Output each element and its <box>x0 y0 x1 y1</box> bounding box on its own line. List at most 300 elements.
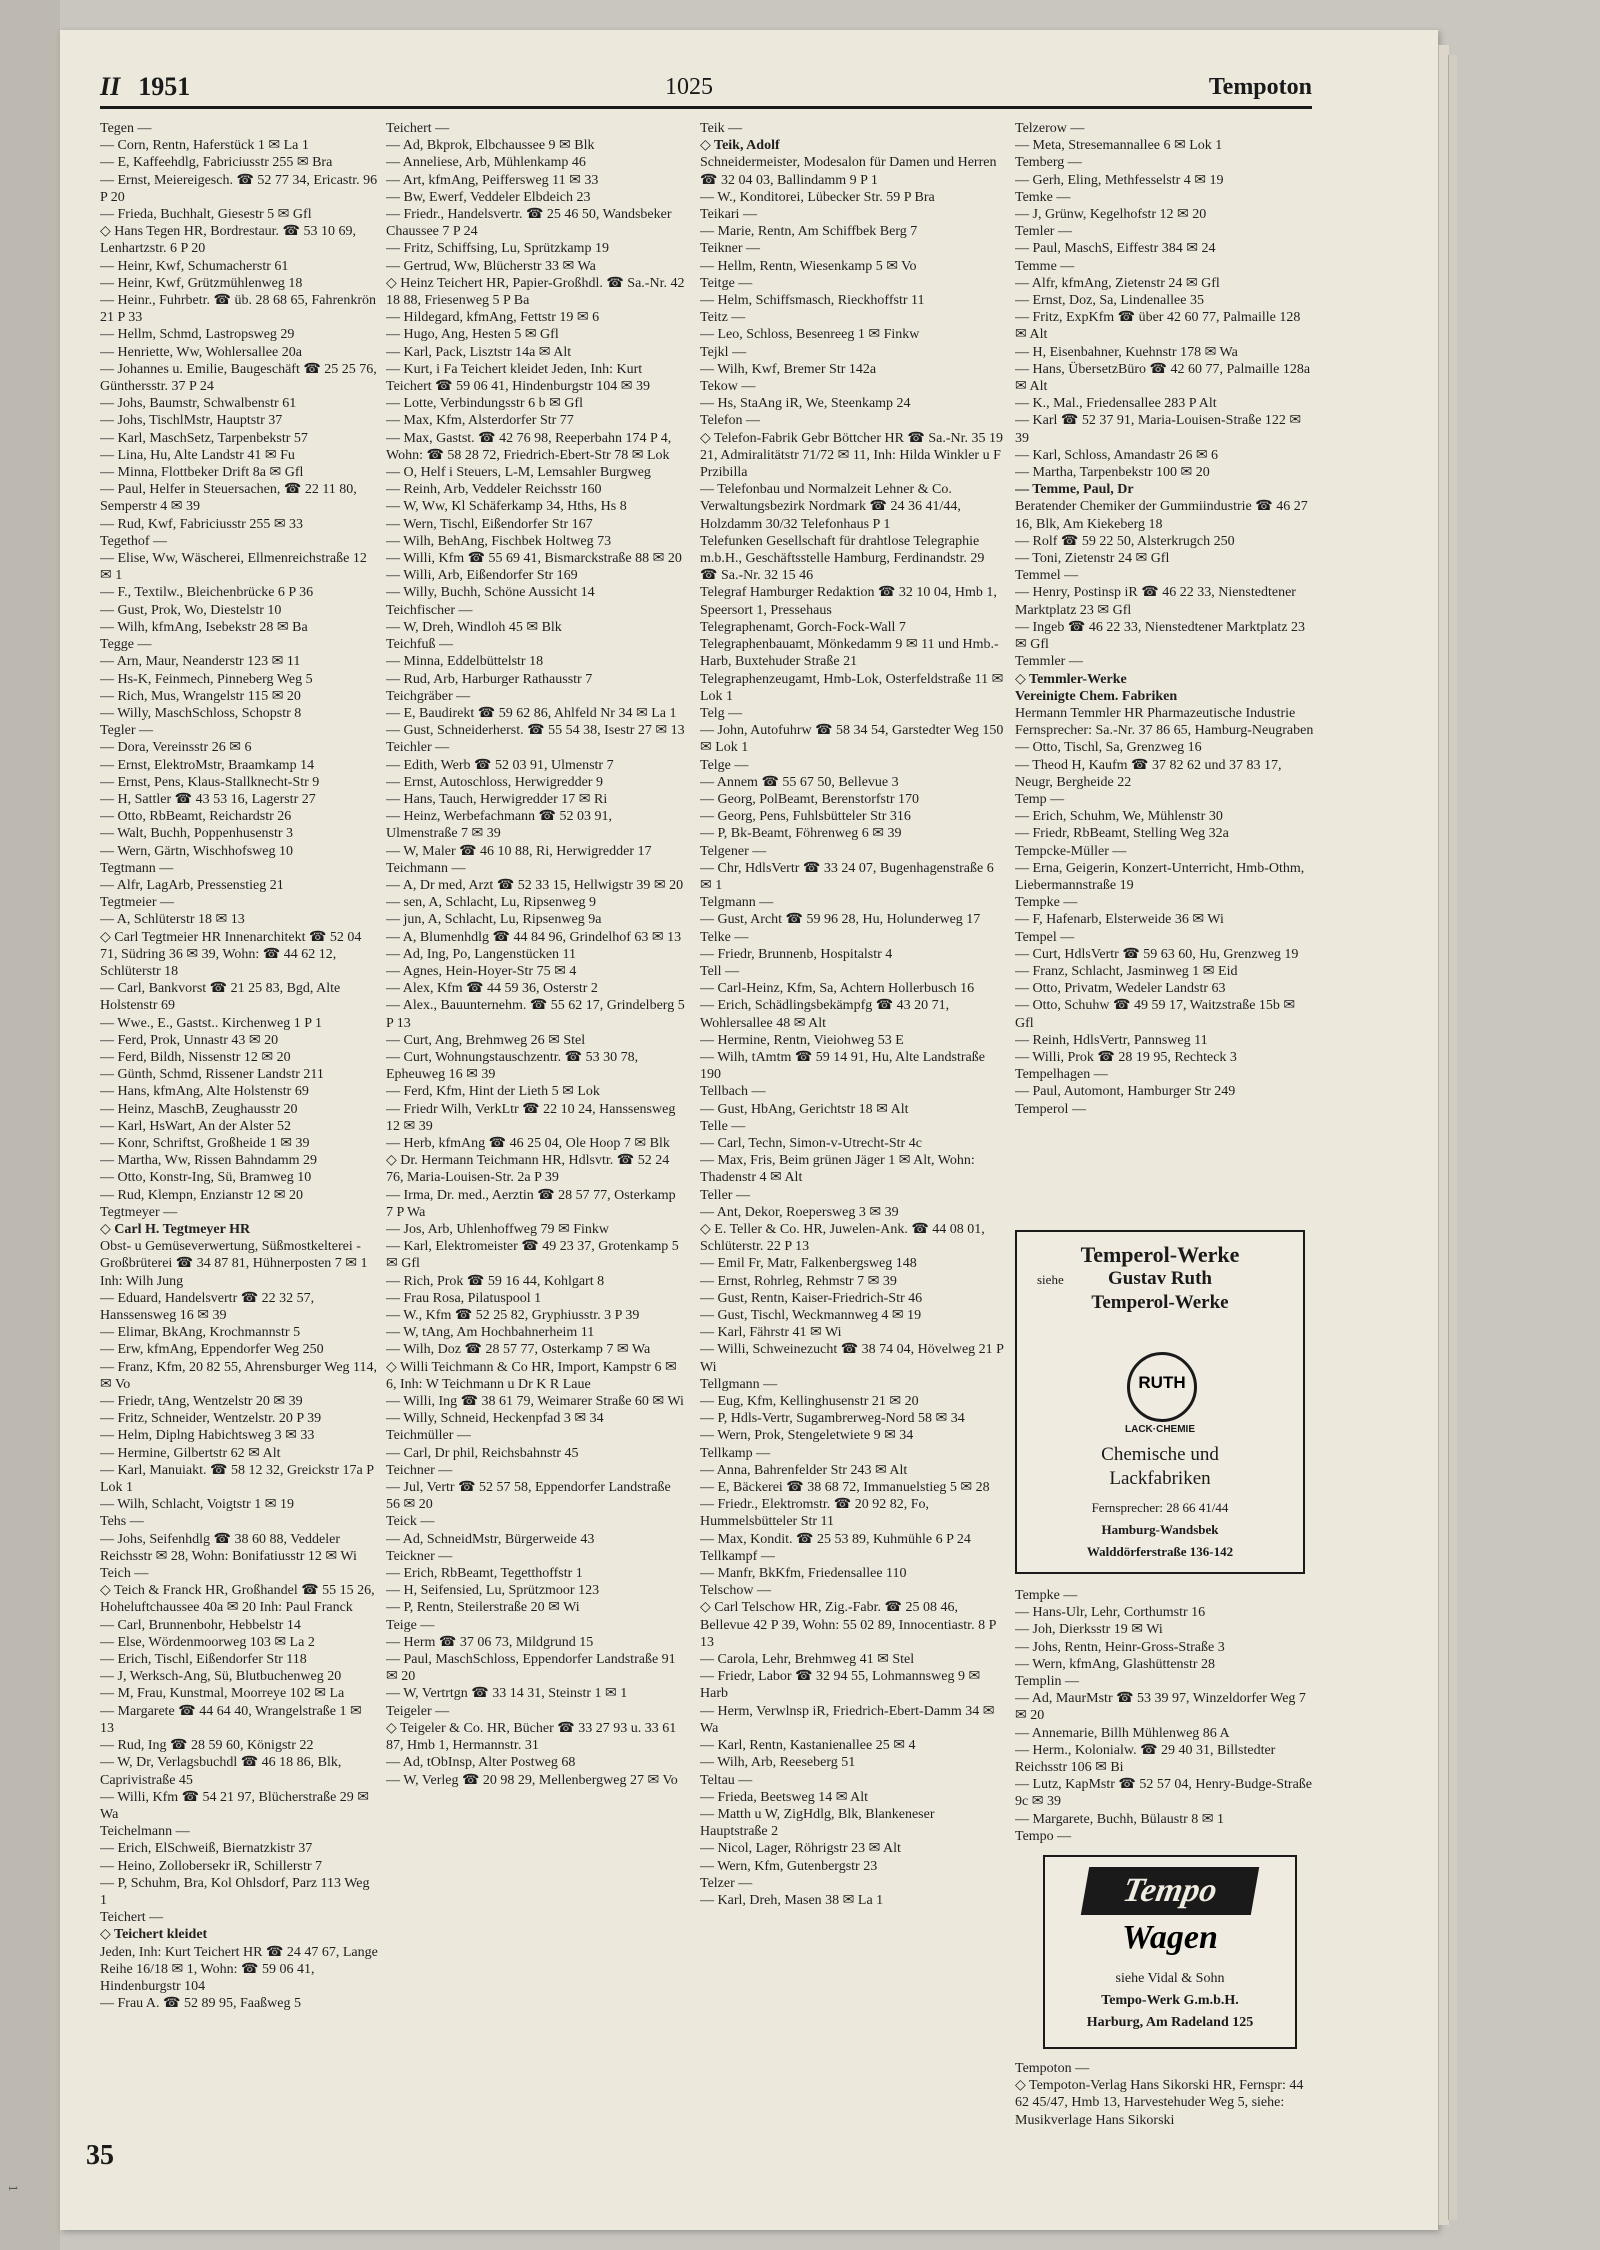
directory-entry: — Wwe., E., Gastst.. Kirchenweg 1 P 1 <box>100 1015 323 1031</box>
directory-entry: Telegraphenamt, Gorch-Fock-Wall 7 <box>700 619 906 635</box>
directory-entry: — Franz, Kfm, 20 82 55, Ahrensburger Weg 114, ✉ Vo <box>100 1359 378 1392</box>
directory-entry: — Reinh, HdlsVertr, Pannsweg 11 <box>1015 1032 1208 1048</box>
directory-entry: — Johannes u. Emilie, Baugeschäft ☎ 25 25 76, Günthersstr. 37 P 24 <box>100 361 377 395</box>
directory-entry: — Carl, Dr phil, Reichsbahnstr 45 <box>386 1445 579 1461</box>
directory-entry: — Rich, Mus, Wrangelstr 115 ✉ 20 <box>100 688 301 704</box>
directory-entry: — Max, Kfm, Alsterdorfer Str 77 <box>386 413 574 429</box>
directory-entry: ◇ Heinz Teichert HR, Papier-Großhdl. ☎ Sa.-Nr. 42 18 88, Friesenweg 5 P Ba <box>386 275 685 309</box>
directory-entry: — Helm, Schiffsmasch, Rieckhoffstr 11 <box>700 293 925 309</box>
directory-entry: Beratender Chemiker der Gummiindustrie ☎ 46 27 16, Blk, Am Kiekeberg 18 <box>1015 499 1308 532</box>
directory-entry: — Fritz, Schneider, Wentzelstr. 20 P 39 <box>100 1411 322 1427</box>
directory-entry: Tehs — <box>100 1514 144 1530</box>
directory-entry: — Toni, Zietenstr 24 ✉ Gfl <box>1015 551 1170 567</box>
directory-entry: — Willi, Kfm ☎ 55 69 41, Bismarckstraße 88 ✉ 20 <box>386 551 682 567</box>
header-left <box>100 72 190 102</box>
directory-entry: Telegraphenbauamt, Mönkedamm 9 ✉ 11 und Hmb.-Harb, Buxtehuder Straße 21 <box>700 637 999 670</box>
directory-entry: — Eduard, Handelsvertr ☎ 22 32 57, Hanssensweg 16 ✉ 39 <box>100 1290 315 1324</box>
directory-entry: Vereinigte Chem. Fabriken <box>1015 688 1178 704</box>
directory-entry: — Karl, Schloss, Amandastr 26 ✉ 6 <box>1015 447 1219 463</box>
page-footer-number: 35 <box>86 2140 114 2171</box>
directory-entry: — Wern, Prok, Stengeletwiete 9 ✉ 34 <box>700 1428 914 1444</box>
directory-entry: — Paul, Automont, Hamburger Str 249 <box>1015 1084 1236 1100</box>
directory-entry: — Hans, ÜbersetzBüro ☎ 42 60 77, Palmaille 128a ✉ Alt <box>1015 361 1311 395</box>
directory-entry: — Herb, kfmAng ☎ 46 25 04, Ole Hoop 7 ✉ Blk <box>386 1135 670 1151</box>
directory-entry: — Art, kfmAng, Peiffersweg 11 ✉ 33 <box>386 172 599 188</box>
directory-entry: — Max, Kondit. ☎ 25 53 89, Kuhmühle 6 P 24 <box>700 1531 971 1547</box>
directory-entry: Telefon — <box>700 413 761 429</box>
directory-entry: — H, Seifensied, Lu, Sprützmoor 123 <box>386 1583 600 1599</box>
directory-entry: — Else, Wördenmoorweg 103 ✉ La 2 <box>100 1634 315 1650</box>
directory-entry: — Ant, Dekor, Roepersweg 3 ✉ 39 <box>700 1204 899 1220</box>
directory-entry: Teitge — <box>700 275 753 291</box>
directory-entry: — Wilh, BehAng, Fischbek Holtweg 73 <box>386 533 612 549</box>
ad-brand: LACK·CHEMIE <box>1125 1424 1195 1435</box>
ad-tempo-line-2: Tempo-Werk G.m.b.H. <box>1101 1993 1239 2008</box>
directory-entry: — Hildegard, kfmAng, Fettstr 19 ✉ 6 <box>386 310 600 326</box>
directory-entry: ◇ Tempoton-Verlag Hans Sikorski HR, Fernspr: 44 62 45/47, Hmb 13, Harvestehuder Weg 5, siehe: Musikverlage Hans Sikorski <box>1015 2078 1304 2128</box>
directory-entry: — Hermine, Rentn, Vieiohweg 53 E <box>700 1032 904 1048</box>
directory-entry: — P, Bk-Beamt, Föhrenweg 6 ✉ 39 <box>700 826 902 842</box>
directory-entry: — Anneliese, Arb, Mühlenkamp 46 <box>386 155 586 171</box>
directory-entry: — Paul, Helfer in Steuersachen, ☎ 22 11 80, Semperstr 4 ✉ 39 <box>100 482 357 515</box>
ad-siehe: siehe <box>1037 1272 1064 1287</box>
directory-entry: — Frieda, Buchhalt, Giesestr 5 ✉ Gfl <box>100 207 312 223</box>
directory-entry: — Ingeb ☎ 46 22 33, Nienstedtener Marktplatz 23 ✉ Gfl <box>1015 619 1305 653</box>
directory-entry: Teichler — <box>386 740 450 756</box>
directory-entry: — Wilh, kfmAng, Isebekstr 28 ✉ Ba <box>100 619 308 635</box>
directory-entry: Tempelhagen — <box>1015 1067 1108 1083</box>
directory-entry: Teichfischer — <box>386 602 473 618</box>
directory-entry: — P, Schuhm, Bra, Kol Ohlsdorf, Parz 113 Weg 1 <box>100 1875 370 1908</box>
directory-entry: — Lutz, KapMstr ☎ 52 57 04, Henry-Budge-Straße 9c ✉ 39 <box>1015 1777 1312 1810</box>
directory-entry: — Arn, Maur, Neanderstr 123 ✉ 11 <box>100 654 301 670</box>
directory-entry: — Friedr., Handelsvertr. ☎ 25 46 50, Wandsbeker Chaussee 7 P 24 <box>386 207 672 240</box>
directory-entry: — Erich, Schädlingsbekämpfg ☎ 43 20 71, Wohlersallee 48 ✉ Alt <box>700 998 950 1031</box>
directory-entry: Templin — <box>1015 1674 1079 1690</box>
directory-entry: — Gust, Rentn, Kaiser-Friedrich-Str 46 <box>700 1290 923 1306</box>
directory-entry: — Ernst, Rohrleg, Rehmstr 7 ✉ 39 <box>700 1273 897 1289</box>
directory-entry: Tegtmeier — <box>100 895 175 911</box>
directory-entry: Temp — <box>1015 791 1065 807</box>
directory-entry: — Willy, Buchh, Schöne Aussicht 14 <box>386 585 595 601</box>
directory-entry: — Rud, Klempn, Enzianstr 12 ✉ 20 <box>100 1187 304 1203</box>
margin-mark: 1 <box>6 2185 21 2192</box>
directory-entry: — Gust, Archt ☎ 59 96 28, Hu, Holunderweg 17 <box>700 912 981 928</box>
directory-entry: — Meta, Stresemannallee 6 ✉ Lok 1 <box>1015 138 1223 154</box>
directory-entry: — Rud, Arb, Harburger Rathausstr 7 <box>386 671 593 687</box>
directory-entry: — Gust, Schneiderherst. ☎ 55 54 38, Isestr 27 ✉ 13 <box>386 723 685 739</box>
directory-entry: — Alex., Bauunternehm. ☎ 55 62 17, Grindelberg 5 P 13 <box>386 998 685 1031</box>
directory-entry: — Gust, HbAng, Gerichtstr 18 ✉ Alt <box>700 1101 909 1117</box>
directory-entry: Tempoton — <box>1015 2061 1090 2076</box>
directory-entry: — Carl-Heinz, Kfm, Sa, Achtern Hollerbusch 16 <box>700 981 975 997</box>
directory-entry: Tempel — <box>1015 929 1075 945</box>
directory-entry: — Nicol, Lager, Röhrigstr 23 ✉ Alt <box>700 1841 901 1857</box>
directory-entry: — Rud, Kwf, Fabriciusstr 255 ✉ 33 <box>100 516 304 532</box>
directory-entry: ◇ Teigeler & Co. HR, Bücher ☎ 33 27 93 u. 33 61 87, Hmb 1, Hermannstr. 31 <box>386 1720 677 1754</box>
directory-entry: — Wilh, Schlacht, Voigtstr 1 ✉ 19 <box>100 1497 294 1513</box>
directory-entry: Telegraf Hamburger Redaktion ☎ 32 10 04, Hmb 1, Speersort 1, Pressehaus <box>700 585 997 618</box>
directory-entry: ◇ Carl Tegtmeier HR Innenarchitekt ☎ 52 04 71, Südring 36 ✉ 39, Wohn: ☎ 44 62 12, Schlüterstr 18 <box>100 929 362 979</box>
directory-entry: — Hans, kfmAng, Alte Holstenstr 69 <box>100 1084 309 1100</box>
directory-entry: ◇ Telefon-Fabrik Gebr Böttcher HR ☎ Sa.-Nr. 35 19 21, Admiralitätstr 71/72 ✉ 11, Inh: Hilda Winkler u F Przibilla <box>700 430 1004 481</box>
directory-entry: — Willi, Schweinezucht ☎ 38 74 04, Hövelweg 21 P Wi <box>700 1342 1004 1375</box>
directory-entry: — Frau A. ☎ 52 89 95, Faaßweg 5 <box>100 1996 301 2012</box>
directory-entry: — E, Bäckerei ☎ 38 68 72, Immanuelstieg 5 ✉ 28 <box>700 1480 990 1496</box>
directory-entry: Teichert — <box>100 1910 164 1926</box>
directory-entry: — Ferd, Prok, Unnastr 43 ✉ 20 <box>100 1032 279 1048</box>
directory-entry: Telge — <box>700 757 749 773</box>
directory-entry: — Agnes, Hein-Hoyer-Str 75 ✉ 4 <box>386 963 577 979</box>
directory-entry: ◇ Teichert kleidet <box>100 1927 208 1943</box>
directory-entry: — Jos, Arb, Uhlenhoffweg 79 ✉ Finkw <box>386 1222 610 1237</box>
directory-entry: — Willy, Schneid, Heckenpfad 3 ✉ 34 <box>386 1411 604 1427</box>
directory-entry: Teichmann — <box>386 860 466 876</box>
directory-entry: — A, Blumenhdlg ☎ 44 84 96, Grindelhof 63 ✉ 13 <box>386 929 682 945</box>
directory-entry: Teik — <box>700 121 743 136</box>
directory-entry: Tegethof — <box>100 533 168 549</box>
directory-entry: — Erich, RbBeamt, Tegetthoffstr 1 <box>386 1566 583 1582</box>
directory-entry: — Herm, Verwlnsp iR, Friedrich-Ebert-Damm 34 ✉ Wa <box>700 1703 995 1736</box>
directory-entry: — Carl, Brunnenbohr, Hebbelstr 14 <box>100 1617 301 1633</box>
directory-entry: — Martha, Tarpenbekstr 100 ✉ 20 <box>1015 465 1210 481</box>
directory-entry: Temmel — <box>1015 568 1079 584</box>
directory-entry: — Annem ☎ 55 67 50, Bellevue 3 <box>700 774 899 790</box>
ad-desc-2: Lackfabriken <box>1109 1468 1211 1489</box>
directory-entry: — Alex, Kfm ☎ 44 59 36, Osterstr 2 <box>386 981 598 997</box>
directory-entry: — Reinh, Arb, Veddeler Reichsstr 160 <box>386 482 602 498</box>
directory-entry: — sen, A, Schlacht, Lu, Ripsenweg 9 <box>386 895 596 911</box>
directory-entry: Teichner — <box>386 1462 453 1478</box>
directory-entry: — Karl, Rentn, Kastanienallee 25 ✉ 4 <box>700 1738 916 1754</box>
ad-desc-1: Chemische und <box>1101 1444 1219 1465</box>
ruth-logo-icon <box>1127 1352 1197 1422</box>
directory-entry: — Günth, Schmd, Rissener Landstr 211 <box>100 1067 324 1083</box>
directory-entry: — Rolf ☎ 59 22 50, Alsterkrugch 250 <box>1015 533 1235 549</box>
directory-entry: — Georg, PolBeamt, Berenstorfstr 170 <box>700 791 920 807</box>
directory-entry: Teichelmann — <box>100 1824 190 1840</box>
directory-entry: — Hugo, Ang, Hesten 5 ✉ Gfl <box>386 327 559 343</box>
directory-entry: — Frau Rosa, Pilatuspool 1 <box>386 1290 542 1306</box>
directory-entry: — Wern, Tischl, Eißendorfer Str 167 <box>386 516 593 532</box>
directory-entry: — W, Verleg ☎ 20 98 29, Mellenbergweg 27 ✉ Vo <box>386 1772 678 1788</box>
directory-entry: — Heinr, Kwf, Grützmühlenweg 18 <box>100 275 303 291</box>
directory-entry: — Gerh, Eling, Methfesselstr 4 ✉ 19 <box>1015 172 1224 188</box>
directory-entry: Temme — <box>1015 258 1075 274</box>
directory-entry: — Erich, Tischl, Eißendorfer Str 118 <box>100 1652 307 1668</box>
directory-entry: Teltau — <box>700 1772 753 1788</box>
directory-entry: — Max, Fris, Beim grünen Jäger 1 ✉ Alt, Wohn: Thadenstr 4 ✉ Alt <box>700 1153 975 1186</box>
directory-entry: Temberg — <box>1015 155 1082 171</box>
directory-entry: — Johs, Seifenhdlg ☎ 38 60 88, Veddeler Reichsstr ✉ 28, Wohn: Bonifatiusstr 12 ✉ Wi <box>100 1531 357 1564</box>
directory-entry: Tekow — <box>700 379 756 395</box>
directory-entry: Tellkampf — <box>700 1548 775 1564</box>
directory-entry: — Wilh, Doz ☎ 28 57 77, Osterkamp 7 ✉ Wa <box>386 1342 651 1358</box>
directory-entry: — Erich, Schuhm, We, Mühlenstr 30 <box>1015 809 1223 825</box>
directory-entry: Tellgmann — <box>700 1376 778 1392</box>
directory-entry: — Frieda, Beetsweg 14 ✉ Alt <box>700 1789 869 1805</box>
directory-entry: — Karl, Pack, Lisztstr 14a ✉ Alt <box>386 344 572 360</box>
directory-entry: — Curt, HdlsVertr ☎ 59 63 60, Hu, Grenzweg 19 <box>1015 946 1299 962</box>
directory-entry: — Erna, Geigerin, Konzert-Unterricht, Hmb-Othm, Liebermannstraße 19 <box>1015 860 1305 893</box>
directory-entry: — Karl, HsWart, An der Alster 52 <box>100 1118 291 1134</box>
ad-company-sub: Temperol-Werke <box>1091 1292 1229 1313</box>
directory-entry: Tegtmeyer — <box>100 1204 178 1220</box>
scan-margin <box>0 0 60 2250</box>
directory-entry: — Hellm, Rentn, Wiesenkamp 5 ✉ Vo <box>700 258 917 274</box>
header-year: 1951 <box>138 72 191 101</box>
header-page-number: 1025 <box>665 74 713 100</box>
directory-entry: — Wilh, tAmtm ☎ 59 14 91, Hu, Alte Landstraße 190 <box>700 1049 985 1083</box>
directory-entry: — Konr, Schriftst, Großheide 1 ✉ 39 <box>100 1135 310 1151</box>
ad-tempo-line-1: siehe Vidal & Sohn <box>1115 1971 1225 1986</box>
directory-entry: — Irma, Dr. med., Aerztin ☎ 28 57 77, Osterkamp 7 P Wa <box>386 1187 676 1220</box>
directory-entry: — J, Grünw, Kegelhofstr 12 ✉ 20 <box>1015 207 1207 223</box>
directory-entry: — Herm., Kolonialw. ☎ 29 40 31, Billstedter Reichsstr 106 ✉ Bi <box>1015 1742 1276 1776</box>
directory-entry: Telegraphenzeugamt, Hmb-Lok, Osterfeldstraße 11 ✉ Lok 1 <box>700 671 1004 704</box>
directory-entry: — H, Sattler ☎ 43 53 16, Lagerstr 27 <box>100 791 316 807</box>
directory-entry: — F, Hafenarb, Elsterweide 36 ✉ Wi <box>1015 912 1224 928</box>
header-running-title: Tempoton <box>1208 74 1312 100</box>
directory-entry: — Willy, MaschSchloss, Schopstr 8 <box>100 705 302 721</box>
column-4-top <box>1015 120 1315 1118</box>
directory-entry: — Minna, Eddelbüttelstr 18 <box>386 654 544 670</box>
directory-entry: — Willi, Prok ☎ 28 19 95, Rechteck 3 <box>1015 1049 1237 1065</box>
directory-entry: — Willi, Arb, Eißendorfer Str 169 <box>386 568 578 584</box>
directory-entry: — Ernst, ElektroMstr, Braamkamp 14 <box>100 757 315 773</box>
directory-entry: — P, Rentn, Steilerstraße 20 ✉ Wi <box>386 1600 580 1616</box>
directory-entry: — Annemarie, Billh Mühlenweg 86 A <box>1015 1725 1230 1741</box>
directory-entry: — Gust, Tischl, Weckmannweg 4 ✉ 19 <box>700 1308 922 1324</box>
directory-entry: — H, Eisenbahner, Kuehnstr 178 ✉ Wa <box>1015 344 1238 360</box>
directory-entry: — Otto, RbBeamt, Reichardstr 26 <box>100 809 292 825</box>
directory-entry: — Heinz, MaschB, Zeughausstr 20 <box>100 1101 298 1117</box>
directory-entry: — Wern, Kfm, Gutenbergstr 23 <box>700 1858 878 1874</box>
directory-entry: — Walt, Buchh, Poppenhusenstr 3 <box>100 826 294 842</box>
directory-entry: — Karl, MaschSetz, Tarpenbekstr 57 <box>100 430 308 446</box>
directory-entry: Tempke — <box>1015 895 1078 911</box>
directory-entry: ◇ Temmler-Werke <box>1015 671 1127 687</box>
directory-entry: ◇ Willi Teichmann & Co HR, Import, Kampstr 6 ✉ 6, Inh: W Teichmann u Dr K R Laue <box>386 1359 677 1392</box>
directory-entry: — Friedr, tAng, Wentzelstr 20 ✉ 39 <box>100 1394 303 1410</box>
directory-entry: — E, Baudirekt ☎ 59 62 86, Ahlfeld Nr 34 ✉ La 1 <box>386 705 677 721</box>
directory-entry: Temperol — <box>1015 1101 1086 1117</box>
directory-entry: Telefunken Gesellschaft für drahtlose Telegraphie m.b.H., Geschäftsstelle Hamburg, Ferdinandstr. 29 ☎ Sa.-Nr. 32 15 46 <box>700 533 985 584</box>
temperol-advertisement <box>1015 1230 1305 1574</box>
directory-entry: Tegen — <box>100 121 152 136</box>
directory-entry: — Hans-Ulr, Lehr, Corthumstr 16 <box>1015 1605 1206 1621</box>
directory-entry: — W, Dr, Verlagsbuchdl ☎ 46 18 86, Blk, Caprivistraße 45 <box>100 1755 342 1788</box>
header-volume: II <box>100 72 121 101</box>
directory-entry: ◇ Carl Telschow HR, Zig.-Fabr. ☎ 25 08 46, Bellevue 42 P 39, Wohn: 55 02 89, Innocentiastr. 8 P 13 <box>700 1600 996 1650</box>
directory-entry: — Dora, Vereinsstr 26 ✉ 6 <box>100 740 252 756</box>
directory-entry: — Johs, TischlMstr, Hauptstr 37 <box>100 413 283 429</box>
directory-entry: — Marie, Rentn, Am Schiffbek Berg 7 <box>700 224 918 240</box>
tempo-wagen-advertisement <box>1043 1855 1297 2049</box>
wagen-logo: Wagen <box>1122 1919 1218 1956</box>
directory-entry: — Margarete ☎ 44 64 40, Wrangelstraße 1 ✉ 13 <box>100 1703 362 1736</box>
directory-entry: — O, Helf i Steuers, L-M, Lemsahler Burgweg <box>386 465 651 481</box>
directory-entry: — Elimar, BkAng, Krochmannstr 5 <box>100 1325 301 1341</box>
directory-entry: Teikner — <box>700 241 761 257</box>
directory-entry: Tempcke-Müller — <box>1015 843 1127 859</box>
directory-entry: — Carl, Techn, Simon-v-Utrecht-Str 4c <box>700 1135 922 1151</box>
directory-entry: — W, Vertrtgn ☎ 33 14 31, Steinstr 1 ✉ 1 <box>386 1686 628 1702</box>
directory-entry: — Otto, Schuhw ☎ 49 59 17, Waitzstraße 15b ✉ Gfl <box>1015 998 1296 1031</box>
directory-entry: — Telefonbau und Normalzeit Lehner & Co. Verwaltungsbezirk Nordmark ☎ 24 36 41/44, Holzdamm 30/32 Telefonhaus P 1 <box>700 482 961 532</box>
directory-entry: — Gust, Prok, Wo, Diestelstr 10 <box>100 602 282 618</box>
ad-tempo-line-3: Harburg, Am Radeland 125 <box>1086 2015 1254 2030</box>
directory-entry: — Ernst, Meiereigesch. ☎ 52 77 34, Ericastr. 96 P 20 <box>100 172 378 205</box>
ad-company-name: Gustav Ruth <box>1108 1268 1212 1289</box>
directory-entry: — Leo, Schloss, Besenreeg 1 ✉ Finkw <box>700 327 920 343</box>
directory-entry: — Hs, StaAng iR, We, Steenkamp 24 <box>700 396 911 412</box>
directory-entry: — Heinr., Fuhrbetr. ☎ üb. 28 68 65, Fahrenkrön 21 P 33 <box>100 293 377 326</box>
directory-entry: — Hs-K, Feinmech, Pinneberg Weg 5 <box>100 671 313 687</box>
directory-entry: — Franz, Schlacht, Jasminweg 1 ✉ Eid <box>1015 963 1238 979</box>
directory-entry: Obst- u Gemüseverwertung, Süßmostkelterei - Großbrüterei ☎ 34 87 81, Hühnerposten 7 ✉ 1 Inh: Wilh Jung <box>100 1239 368 1289</box>
directory-entry: — Wilh, Kwf, Bremer Str 142a <box>700 361 877 377</box>
directory-entry: Temmler — <box>1015 654 1083 670</box>
directory-entry: — W, Ww, Kl Schäferkamp 34, Hths, Hs 8 <box>386 499 627 515</box>
directory-entry: — Friedr, Labor ☎ 32 94 55, Lohmannsweg 9 ✉ Harb <box>700 1669 981 1702</box>
directory-entry: ◇ Hans Tegen HR, Bordrestaur. ☎ 53 10 69, Lenhartzstr. 6 P 20 <box>100 224 356 257</box>
directory-entry: Telg — <box>700 705 743 721</box>
directory-entry: — M, Frau, Kunstmal, Moorreye 102 ✉ La <box>100 1686 345 1702</box>
directory-entry: — A, Schlüterstr 18 ✉ 13 <box>100 912 245 928</box>
directory-entry: — F., Textilw., Bleichenbrücke 6 P 36 <box>100 585 314 601</box>
directory-entry: — Wilh, Arb, Reeseberg 51 <box>700 1755 856 1771</box>
directory-entry: — Temme, Paul, Dr <box>1015 482 1134 498</box>
directory-entry: Tellkamp — <box>700 1445 771 1461</box>
directory-entry: — Heinr, Kwf, Schumacherstr 61 <box>100 258 289 274</box>
directory-entry: — Emil Fr, Matr, Falkenbergsweg 148 <box>700 1256 917 1272</box>
directory-entry: Teichmüller — <box>386 1428 471 1444</box>
directory-entry: — Johs, Rentn, Heinr-Gross-Straße 3 <box>1015 1639 1225 1655</box>
directory-entry: — Paul, MaschS, Eiffestr 384 ✉ 24 <box>1015 241 1216 257</box>
directory-entry: — Ad, SchneidMstr, Bürgerweide 43 <box>386 1531 595 1547</box>
directory-entry: — Curt, Ang, Brehmweg 26 ✉ Stel <box>386 1032 586 1048</box>
directory-entry: — Karl, Fährstr 41 ✉ Wi <box>700 1325 842 1341</box>
directory-entry: — Erw, kfmAng, Eppendorfer Weg 250 <box>100 1342 324 1358</box>
directory-entry: Tegler — <box>100 723 154 739</box>
directory-entry: — Fritz, Schiffsing, Lu, Sprützkamp 19 <box>386 241 609 257</box>
directory-entry: Schneidermeister, Modesalon für Damen und Herren ☎ 32 04 03, Ballindamm 9 P 1 <box>700 155 997 188</box>
directory-entry: ◇ E. Teller & Co. HR, Juwelen-Ank. ☎ 44 08 01, Schlüterstr. 22 P 13 <box>700 1222 985 1255</box>
directory-entry: — Friedr., Elektromstr. ☎ 20 92 82, Fo, Hummelsbütteler Str 11 <box>700 1497 929 1530</box>
directory-entry: — Theod H, Kaufm ☎ 37 82 62 und 37 83 17, Neugr, Bergheide 22 <box>1015 757 1282 790</box>
directory-entry: — Ernst, Autoschloss, Herwigredder 9 <box>386 774 603 790</box>
directory-entry: Hermann Temmler HR Pharmazeutische Industrie Fernsprecher: Sa.-Nr. 37 86 65, Hamburg-Neugraben <box>1015 705 1314 739</box>
directory-entry: — Friedr, Brunnenb, Hospitalstr 4 <box>700 946 893 962</box>
directory-entry: — Curt, Wohnungstauschzentr. ☎ 53 30 78, Epheuweg 16 ✉ 39 <box>386 1049 639 1083</box>
directory-entry: Telzer — <box>700 1875 753 1891</box>
directory-entry: — Helm, Diplng Habichtsweg 3 ✉ 33 <box>100 1428 315 1444</box>
directory-entry: — Rud, Ing ☎ 28 59 60, Königstr 22 <box>100 1738 314 1754</box>
directory-entry: ◇ Teik, Adolf <box>700 138 780 154</box>
directory-entry: — Ernst, Pens, Klaus-Stallknecht-Str 9 <box>100 774 320 790</box>
directory-entry: — Henriette, Ww, Wohlersallee 20a <box>100 344 302 360</box>
directory-entry: — W, tAng, Am Hochbahnerheim 11 <box>386 1325 595 1341</box>
directory-entry: — Willi, Kfm ☎ 54 21 97, Blücherstraße 29 ✉ Wa <box>100 1789 370 1822</box>
directory-entry: — Matth u W, ZigHdlg, Blk, Blankeneser Hauptstraße 2 <box>700 1806 935 1840</box>
directory-entry: — Ad, Bkprok, Elbchaussee 9 ✉ Blk <box>386 138 595 154</box>
directory-entry: Teichgräber — <box>386 688 471 704</box>
directory-entry: — jun, A, Schlacht, Lu, Ripsenweg 9a <box>386 912 602 928</box>
directory-entry: Telgmann — <box>700 895 774 911</box>
directory-entry: Teick — <box>386 1514 435 1530</box>
directory-entry: Tegtmann — <box>100 860 174 876</box>
directory-entry: — Erich, ElSchweiß, Biernatzkistr 37 <box>100 1841 313 1857</box>
directory-entry: — Fritz, ExpKfm ☎ über 42 60 77, Palmaille 128 ✉ Alt <box>1015 310 1301 343</box>
directory-entry: — Karl ☎ 52 37 91, Maria-Louisen-Straße 122 ✉ 39 <box>1015 413 1302 446</box>
logo-text: RUTH <box>1138 1373 1186 1392</box>
directory-entry: — Margarete, Buchh, Bülaustr 8 ✉ 1 <box>1015 1811 1224 1827</box>
directory-entry: — E, Kaffeehdlg, Fabriciusstr 255 ✉ Bra <box>100 155 333 171</box>
directory-entry: — Georg, Pens, Fuhlsbütteler Str 316 <box>700 809 911 825</box>
directory-entry: — Martha, Ww, Rissen Bahndamm 29 <box>100 1153 317 1169</box>
directory-entry: — Heinz, Werbefachmann ☎ 52 03 91, Ulmenstraße 7 ✉ 39 <box>386 809 612 842</box>
directory-entry: — Karl, Dreh, Masen 38 ✉ La 1 <box>700 1892 884 1908</box>
directory-entry: — Carl, Bankvorst ☎ 21 25 83, Bgd, Alte Holstenstr 69 <box>100 981 341 1014</box>
page-edge-back <box>1448 55 1457 2220</box>
ad-city: Hamburg-Wandsbek <box>1101 1522 1219 1537</box>
directory-entry: Teikari — <box>700 207 757 223</box>
directory-entry: Teller — <box>700 1187 750 1203</box>
directory-entry: — Minna, Flottbeker Drift 8a ✉ Gfl <box>100 465 304 481</box>
directory-entry: — Joh, Dierksstr 19 ✉ Wi <box>1015 1622 1163 1638</box>
directory-entry: — W., Kfm ☎ 52 25 82, Gryphiusstr. 3 P 39 <box>386 1308 640 1324</box>
directory-entry: ◇ Carl H. Tegtmeyer HR <box>100 1222 251 1237</box>
directory-entry: Teigeler — <box>386 1703 450 1719</box>
column-4-middle <box>1015 1587 1315 1845</box>
directory-entry: Tegge — <box>100 637 152 653</box>
directory-entry: Teichert — <box>386 121 450 136</box>
directory-entry: — Ad, tObInsp, Alter Postweg 68 <box>386 1755 576 1771</box>
tempo-logo: Tempo <box>1081 1867 1259 1915</box>
directory-entry: — Willi, Ing ☎ 38 61 79, Weimarer Straße 60 ✉ Wi <box>386 1394 684 1410</box>
directory-entry: — Wern, Gärtn, Wischhofsweg 10 <box>100 843 293 859</box>
ad-address: Walddörferstraße 136-142 <box>1086 1544 1234 1559</box>
ad-title: Temperol-Werke <box>1080 1242 1240 1267</box>
directory-entry: — W., Konditorei, Lübecker Str. 59 P Bra <box>700 189 935 205</box>
directory-entry: — Karl, Elektromeister ☎ 49 23 37, Grotenkamp 5 ✉ Gfl <box>386 1239 679 1272</box>
directory-entry: — J, Werksch-Ang, Sü, Blutbuchenweg 20 <box>100 1669 342 1685</box>
directory-entry: — Ad, MaurMstr ☎ 53 39 97, Winzeldorfer Weg 7 ✉ 20 <box>1015 1691 1306 1724</box>
directory-entry: Teige — <box>386 1617 435 1633</box>
ad-phone: Fernsprecher: 28 66 41/44 <box>1091 1500 1229 1515</box>
directory-entry: Tellbach — <box>700 1084 766 1100</box>
directory-entry: — Otto, Tischl, Sa, Grenzweg 16 <box>1015 740 1202 756</box>
directory-entry: — Herm ☎ 37 06 73, Mildgrund 15 <box>386 1634 594 1650</box>
directory-entry: — K., Mal., Friedensallee 283 P Alt <box>1015 396 1217 412</box>
directory-entry: — Paul, MaschSchloss, Eppendorfer Landstraße 91 ✉ 20 <box>386 1652 676 1685</box>
column-1 <box>100 120 378 2012</box>
directory-entry: — Max, Gastst. ☎ 42 76 98, Reeperbahn 174 P 4, Wohn: ☎ 58 28 72, Friedrich-Ebert-Str 78 ✉ Lok <box>386 430 672 463</box>
directory-entry: — W, Dreh, Windloh 45 ✉ Blk <box>386 619 562 635</box>
directory-entry: — Carola, Lehr, Brehmweg 41 ✉ Stel <box>700 1652 915 1668</box>
directory-entry: Jeden, Inh: Kurt Teichert HR ☎ 24 47 67, Lange Reihe 16/18 ✉ 1, Wohn: ☎ 59 06 41, Hindenburgstr 104 <box>100 1944 378 1994</box>
column-4-bottom <box>1015 2060 1315 2129</box>
directory-entry: — Ferd, Bildh, Nissenstr 12 ✉ 20 <box>100 1049 291 1065</box>
directory-entry: — Friedr Wilh, VerkLtr ☎ 22 10 24, Hanssensweg 12 ✉ 39 <box>386 1101 676 1134</box>
directory-entry: — Hellm, Schmd, Lastropsweg 29 <box>100 327 295 343</box>
directory-entry: Teichfuß — <box>386 637 454 653</box>
directory-entry: Teich — <box>100 1566 149 1582</box>
directory-entry: — Alfr, kfmAng, Zietenstr 24 ✉ Gfl <box>1015 275 1220 291</box>
column-2 <box>386 120 686 1789</box>
directory-entry: — Manfr, BkKfm, Friedensallee 110 <box>700 1566 907 1582</box>
